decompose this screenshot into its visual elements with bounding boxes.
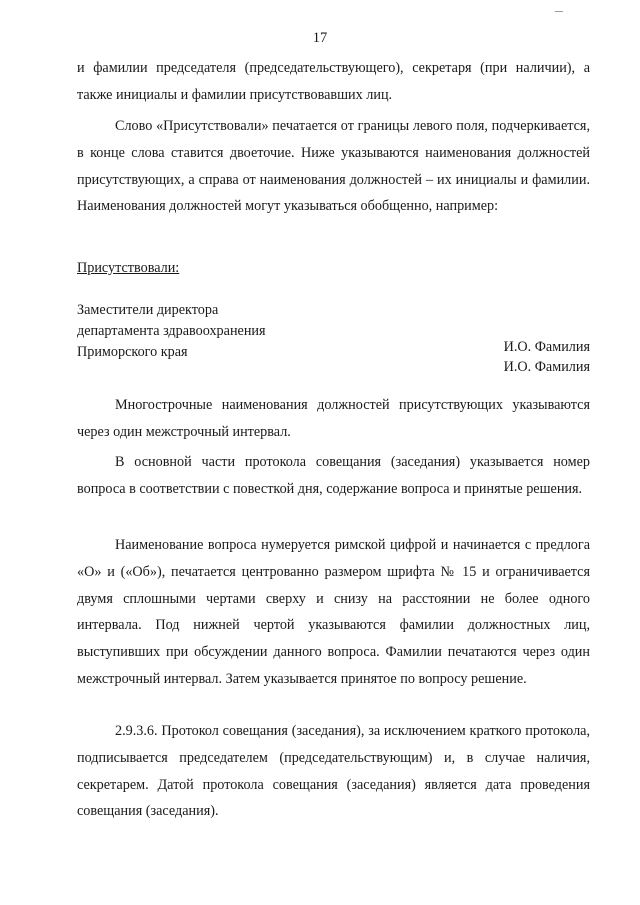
example-heading: [77, 258, 590, 278]
position-line: Приморского края: [77, 344, 188, 360]
attendee-name: И.О. Фамилия: [503, 359, 590, 375]
paragraph-text: и фамилии председателя (председательствующего), секретаря (при наличии), а также инициалы и фамилии присутствовавших лиц.: [77, 60, 590, 103]
paragraph-continuation: [77, 55, 590, 109]
paragraph-text: Слово «Присутствовали» печатается от границы левого поля, подчеркивается, в конце слова ставится двоеточие. Ниже указываются наименования должностей присутствующих, а справа от наименования должностей – их инициалы и фамилии. Наименования должностей могут указываться обобщенно, например:: [77, 118, 590, 215]
paragraph-multiline: [77, 392, 590, 446]
paragraph-text: В основной части протокола совещания (заседания) указывается номер вопроса в соответствии с повесткой дня, содержание вопроса и принятые решения.: [77, 454, 590, 497]
paragraph-main-part: [77, 449, 590, 503]
paragraph-text: Наименование вопроса нумеруется римской цифрой и начинается с предлога «О» и («Об»), печатается центрованно размером шрифта № 15 и ограничивается двумя сплошными чертами сверху и снизу на расстоянии не более одного интервала. Под нижней чертой указываются фамилии должностных лиц, выступивших при обсуждении данного вопроса. Фамилии печатаются через один межстрочный интервал. Затем указывается принятое по вопросу решение.: [77, 537, 590, 687]
example-names: [504, 337, 590, 377]
attendee-name: И.О. Фамилия: [503, 339, 590, 355]
scan-mark: [555, 11, 563, 12]
position-line: Заместители директора: [77, 302, 219, 318]
page-number: 17: [312, 30, 328, 46]
paragraph-present-word: [77, 113, 590, 220]
present-heading: Присутствовали:: [77, 260, 180, 276]
paragraph-text: Многострочные наименования должностей присутствующих указываются через один межстрочный интервал.: [77, 397, 590, 440]
paragraph-question-title: [77, 532, 590, 693]
position-line: департамента здравоохранения: [77, 323, 266, 339]
paragraph-text: 2.9.3.6. Протокол совещания (заседания), за исключением краткого протокола, подписывается председателем (председательствующим) и, в случае наличия, секретарем. Датой протокола совещания (заседания) является дата проведения совещания (заседания).: [77, 723, 590, 820]
paragraph-signing: [77, 718, 590, 825]
